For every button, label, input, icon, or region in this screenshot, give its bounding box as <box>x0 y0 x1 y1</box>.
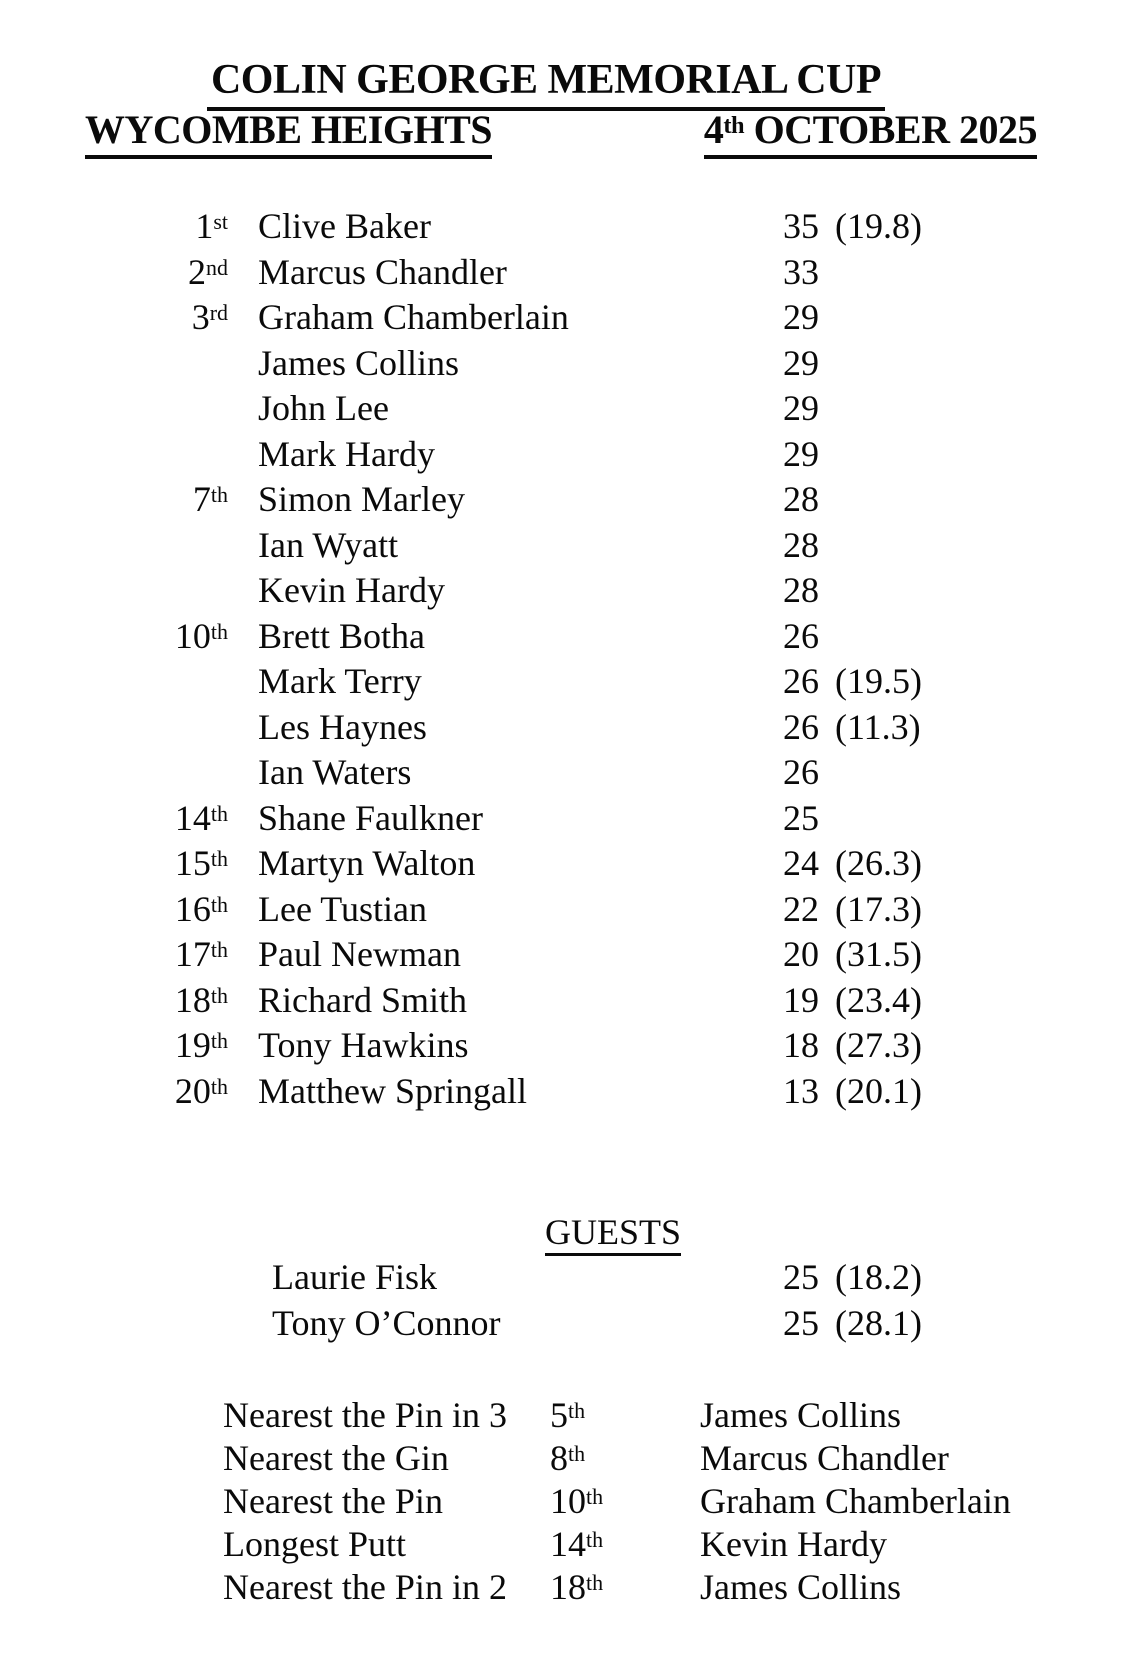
position-suffix: th <box>210 481 228 507</box>
award-row <box>0 1480 1122 1523</box>
handicap-value <box>835 341 1122 387</box>
position-ordinal <box>166 477 228 523</box>
result-row <box>0 659 1122 705</box>
position-ordinal <box>166 341 228 387</box>
position-suffix: th <box>210 936 228 962</box>
position-number: 10 <box>174 615 211 656</box>
player-name: James Collins <box>258 342 460 383</box>
position-suffix: th <box>210 1073 228 1099</box>
player-name: Shane Faulkner <box>258 797 483 838</box>
result-row <box>0 1023 1122 1069</box>
position-suffix: th <box>210 800 228 826</box>
handicap-value: (19.8) <box>835 206 922 246</box>
handicap-value: (19.5) <box>835 661 922 701</box>
position-number: 19 <box>174 1025 211 1065</box>
score-value: 19 <box>783 979 819 1020</box>
result-row <box>0 386 1122 432</box>
player-name: Kevin Hardy <box>258 570 445 610</box>
hole-ordinal <box>550 1523 700 1566</box>
position-number: 7 <box>192 479 211 519</box>
score-value: 24 <box>783 843 819 883</box>
player-name: Les Haynes <box>258 706 427 747</box>
position-number: 2 <box>188 251 207 292</box>
score-value: 28 <box>783 479 819 519</box>
player-name: Richard Smith <box>258 979 467 1020</box>
score-value: 26 <box>783 752 819 792</box>
event-date-suffix: th <box>723 111 745 139</box>
award-label: Nearest the Gin <box>223 1438 449 1478</box>
player-name: Marcus Chandler <box>258 251 507 292</box>
hole-suffix: th <box>586 1483 604 1509</box>
position-ordinal <box>166 1023 228 1069</box>
hole-number: 5 <box>550 1395 568 1435</box>
guest-name: Laurie Fisk <box>272 1257 437 1297</box>
handicap-value <box>835 250 1122 296</box>
awards-list <box>0 1394 1122 1609</box>
position-ordinal <box>166 705 228 751</box>
result-row <box>0 432 1122 478</box>
result-row <box>0 295 1122 341</box>
hole-number: 8 <box>550 1438 568 1478</box>
hole-ordinal <box>550 1437 700 1480</box>
handicap-value <box>835 523 1122 569</box>
position-ordinal <box>166 523 228 569</box>
position-ordinal <box>166 204 228 250</box>
event-date-day: 4 <box>703 107 724 152</box>
score-value: 26 <box>783 706 819 747</box>
score-value: 35 <box>783 206 819 246</box>
position-ordinal <box>166 932 228 978</box>
result-row <box>0 341 1122 387</box>
score-value: 28 <box>783 524 819 565</box>
event-date <box>704 106 1037 159</box>
score-value: 33 <box>783 251 819 292</box>
guest-row <box>0 1255 1122 1301</box>
position-suffix: nd <box>206 254 228 280</box>
position-ordinal <box>166 659 228 705</box>
handicap-value <box>835 477 1122 523</box>
position-ordinal <box>166 250 228 296</box>
hole-suffix: th <box>568 1440 586 1466</box>
guests-list <box>0 1255 1122 1346</box>
handicap-value <box>835 568 1122 614</box>
hole-ordinal <box>550 1480 700 1523</box>
player-name: Ian Wyatt <box>258 524 399 565</box>
handicap-value <box>835 750 1122 796</box>
guest-score-value: 25 <box>783 1302 819 1343</box>
guest-name: Tony O’Connor <box>272 1302 501 1343</box>
position-number: 17 <box>174 934 211 974</box>
result-row <box>0 887 1122 933</box>
award-row <box>0 1437 1122 1480</box>
score-value: 29 <box>783 388 819 428</box>
award-row <box>0 1523 1122 1566</box>
position-suffix: rd <box>209 299 228 325</box>
result-row <box>0 932 1122 978</box>
result-row <box>0 796 1122 842</box>
handicap-value <box>835 432 1122 478</box>
result-row <box>0 705 1122 751</box>
position-ordinal <box>166 386 228 432</box>
position-number: 16 <box>174 888 211 929</box>
result-row <box>0 750 1122 796</box>
award-label: Nearest the Pin in 2 <box>223 1567 507 1607</box>
guests-heading-label: GUESTS <box>545 1212 681 1256</box>
score-value: 29 <box>783 433 819 474</box>
handicap-value: (26.3) <box>835 843 922 883</box>
award-label: Nearest the Pin <box>223 1481 443 1521</box>
winner-name: James Collins <box>700 1567 902 1607</box>
position-suffix: st <box>213 208 228 234</box>
handicap-value <box>835 386 1122 432</box>
position-ordinal <box>166 796 228 842</box>
position-number: 3 <box>191 297 210 337</box>
hole-ordinal <box>550 1394 700 1437</box>
score-value: 22 <box>783 888 819 929</box>
player-name: Graham Chamberlain <box>258 297 569 337</box>
winner-name: James Collins <box>700 1395 902 1435</box>
position-number: 1 <box>195 206 214 246</box>
position-ordinal <box>166 887 228 933</box>
position-ordinal <box>166 978 228 1024</box>
guest-handicap-value: (18.2) <box>835 1257 922 1297</box>
score-value: 13 <box>783 1070 819 1111</box>
winner-name: Marcus Chandler <box>700 1438 949 1478</box>
player-name: Brett Botha <box>258 615 425 656</box>
player-name: Matthew Springall <box>258 1070 527 1111</box>
position-ordinal <box>166 614 228 660</box>
event-date-rest: OCTOBER 2025 <box>753 107 1037 152</box>
result-row <box>0 204 1122 250</box>
score-value: 18 <box>783 1025 819 1065</box>
hole-number: 10 <box>550 1481 586 1521</box>
player-name: Simon Marley <box>258 479 465 519</box>
result-row <box>0 250 1122 296</box>
score-value: 20 <box>783 934 819 974</box>
handicap-value <box>835 295 1122 341</box>
page-title: COLIN GEORGE MEMORIAL CUP <box>207 56 885 111</box>
player-name: Clive Baker <box>258 206 431 246</box>
winner-name: Graham Chamberlain <box>700 1481 1011 1521</box>
result-row <box>0 614 1122 660</box>
result-row <box>0 568 1122 614</box>
player-name: John Lee <box>258 388 389 428</box>
score-value: 26 <box>783 661 819 701</box>
position-number: 14 <box>174 797 211 838</box>
position-number: 18 <box>174 979 211 1020</box>
handicap-value <box>835 796 1122 842</box>
position-number: 15 <box>174 843 211 883</box>
player-name: Lee Tustian <box>258 888 428 929</box>
guest-handicap-value: (28.1) <box>835 1302 922 1343</box>
handicap-value: (31.5) <box>835 934 922 974</box>
position-suffix: th <box>210 618 228 644</box>
result-row <box>0 978 1122 1024</box>
award-label: Nearest the Pin in 3 <box>223 1395 507 1435</box>
player-name: Mark Terry <box>258 661 422 701</box>
hole-number: 14 <box>550 1524 586 1564</box>
score-value: 28 <box>783 570 819 610</box>
venue-title: WYCOMBE HEIGHTS <box>85 106 492 159</box>
award-label: Longest Putt <box>223 1524 407 1564</box>
title-row <box>0 56 1092 111</box>
position-ordinal <box>166 568 228 614</box>
hole-suffix: th <box>586 1569 604 1595</box>
result-row <box>0 477 1122 523</box>
position-suffix: th <box>210 982 228 1008</box>
hole-ordinal <box>550 1566 700 1609</box>
hole-suffix: th <box>568 1397 586 1423</box>
handicap-value: (23.4) <box>835 979 922 1020</box>
position-ordinal <box>166 295 228 341</box>
score-value: 26 <box>783 615 819 656</box>
results-list <box>0 204 1122 1114</box>
handicap-value <box>835 614 1122 660</box>
position-number: 20 <box>174 1070 211 1111</box>
score-value: 29 <box>783 297 819 337</box>
score-value: 25 <box>783 797 819 838</box>
player-name: Paul Newman <box>258 934 461 974</box>
guest-row <box>0 1301 1122 1347</box>
hole-suffix: th <box>586 1526 604 1552</box>
score-value: 29 <box>783 342 819 383</box>
result-row <box>0 1069 1122 1115</box>
winner-name: Kevin Hardy <box>700 1524 887 1564</box>
handicap-value: (20.1) <box>835 1070 922 1111</box>
position-ordinal <box>166 750 228 796</box>
position-suffix: th <box>210 891 228 917</box>
position-ordinal <box>166 1069 228 1115</box>
player-name: Martyn Walton <box>258 843 476 883</box>
award-row <box>0 1394 1122 1437</box>
result-row <box>0 523 1122 569</box>
hole-number: 18 <box>550 1567 586 1607</box>
handicap-value: (27.3) <box>835 1025 922 1065</box>
player-name: Tony Hawkins <box>258 1025 469 1065</box>
handicap-value: (17.3) <box>835 888 922 929</box>
position-ordinal <box>166 841 228 887</box>
position-suffix: th <box>210 845 228 871</box>
guest-score-value: 25 <box>783 1257 819 1297</box>
position-ordinal <box>166 432 228 478</box>
guests-heading <box>545 1210 681 1256</box>
award-row <box>0 1566 1122 1609</box>
handicap-value: (11.3) <box>835 706 921 747</box>
result-row <box>0 841 1122 887</box>
subheader-row <box>85 106 1037 159</box>
player-name: Mark Hardy <box>258 433 435 474</box>
player-name: Ian Waters <box>258 752 412 792</box>
position-suffix: th <box>210 1027 228 1053</box>
